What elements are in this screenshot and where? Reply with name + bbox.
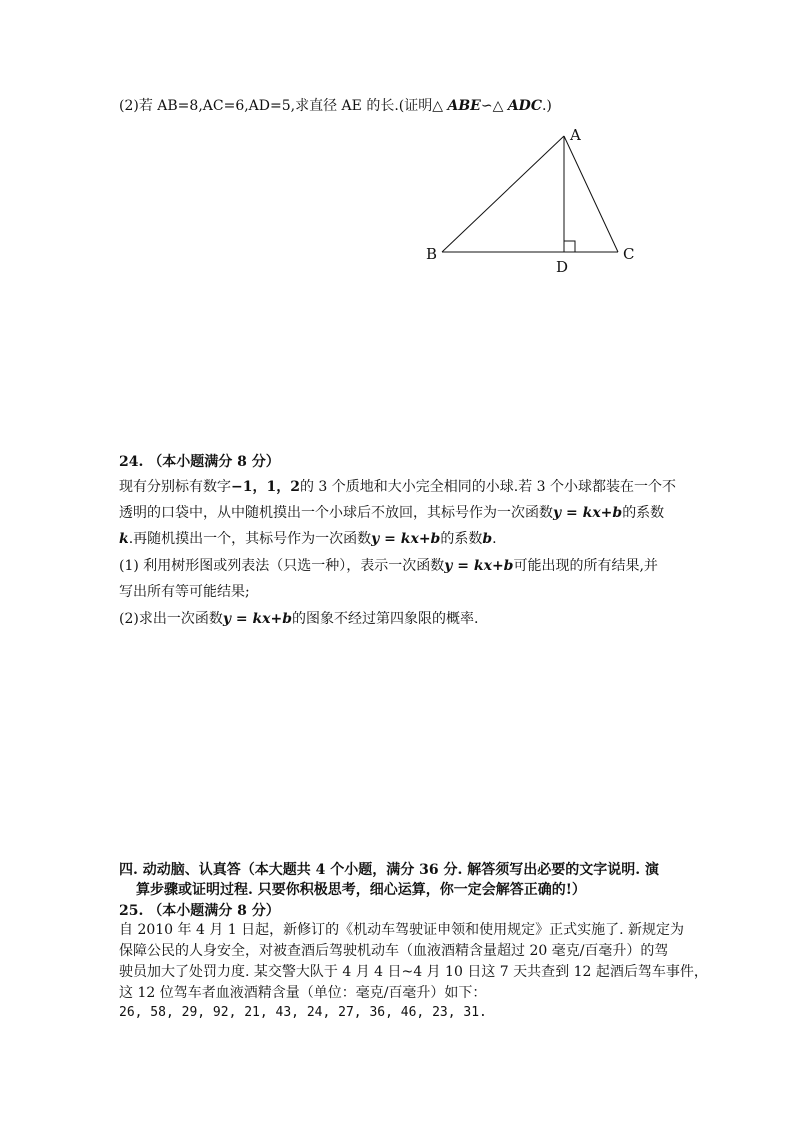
q24-l1-text2: 的 3 个质地和大小完全相同的小球.若 3 个小球都装在一个不 <box>299 479 677 495</box>
q23-similar-symbol: ∽△ <box>480 98 504 114</box>
q24-line3 <box>119 529 497 549</box>
side-ab <box>442 136 564 252</box>
q24-formula: y = kx+b <box>553 505 623 521</box>
q24-coef-b: b <box>482 531 493 547</box>
q24-line5: 写出所有等可能结果; <box>119 584 250 600</box>
q23-triangle-symbol: △ <box>432 98 444 114</box>
q25-line2: 保障公民的人身安全，对被查酒后驾驶机动车（血液酒精含量超过 20 毫克/百毫升）的驾 <box>119 943 669 959</box>
q24-l4-text: (1) 利用树形图或列表法（只选一种），表示一次函数 <box>119 558 445 574</box>
q25-line3: 驶员加大了处罚力度. 某交警大队于 4 月 4 日~4 月 10 日这 7 天共查到 12 起酒后驾车事件， <box>119 964 708 980</box>
side-ac <box>564 136 618 252</box>
q23-part2 <box>119 96 552 116</box>
q24-formula: y = kx+b <box>371 531 441 547</box>
q24-line1 <box>119 477 676 497</box>
q23-triangle-adc: ADC <box>507 98 542 114</box>
q24-coef-k: k <box>119 531 129 547</box>
q25-data: 26, 58, 29, 92, 21, 43, 24, 27, 36, 46, 23, 31. <box>119 1005 487 1020</box>
q23-triangle-abe: ABE <box>447 98 481 114</box>
q24-header: 24. （本小题满分 8 分） <box>119 454 280 470</box>
label-b: B <box>426 245 438 263</box>
label-a: A <box>570 126 581 144</box>
q24-formula: y = kx+b <box>444 558 514 574</box>
q24-l6-text: (2)求出一次函数 <box>119 611 223 627</box>
section4-heading-cont: 算步骤或证明过程. 只要你积极思考，细心运算，你一定会解答正确的!） <box>136 882 586 898</box>
q25-line1: 自 2010 年 4 月 1 日起，新修订的《机动车驾驶证申领和使用规定》正式实施了. 新规定为 <box>119 922 685 938</box>
q25-header: 25. （本小题满分 8 分） <box>119 903 280 919</box>
q25-line4: 这 12 位驾车者血液酒精含量（单位：毫克/百毫升）如下： <box>119 985 487 1001</box>
q24-l2-text: 透明的口袋中，从中随机摸出一个小球后不放回，其标号作为一次函数 <box>119 505 553 521</box>
q24-l1-text: 现有分别标有数字 <box>119 479 231 495</box>
q24-numbers: −1，1，2 <box>231 479 300 495</box>
q24-line4 <box>119 556 658 576</box>
q24-l4-text2: 可能出现的所有结果,并 <box>513 558 658 574</box>
q23-part2-text: (2)若 AB=8,AC=6,AD=5,求直径 AE 的长.(证明 <box>119 98 433 114</box>
q23-end: .) <box>541 98 552 114</box>
q24-formula: y = kx+b <box>222 611 293 627</box>
q24-line2 <box>119 503 664 523</box>
q24-line6 <box>119 609 478 629</box>
label-c: C <box>623 245 635 263</box>
q24-l6-text2: 的图象不经过第四象限的概率. <box>292 611 479 627</box>
q24-l3-text2: 的系数 <box>440 531 483 547</box>
triangle-figure <box>416 120 656 280</box>
q24-l2-text2: 的系数 <box>622 505 665 521</box>
q24-l3-dot: . <box>492 531 497 547</box>
right-angle-mark <box>564 241 575 252</box>
section4-heading: 四. 动动脑、认真答（本大题共 4 个小题，满分 36 分. 解答须写出必要的文字说明. 演 <box>119 862 659 878</box>
label-d: D <box>556 258 569 276</box>
q24-l3-text: .再随机摸出一个，其标号作为一次函数 <box>128 531 372 547</box>
